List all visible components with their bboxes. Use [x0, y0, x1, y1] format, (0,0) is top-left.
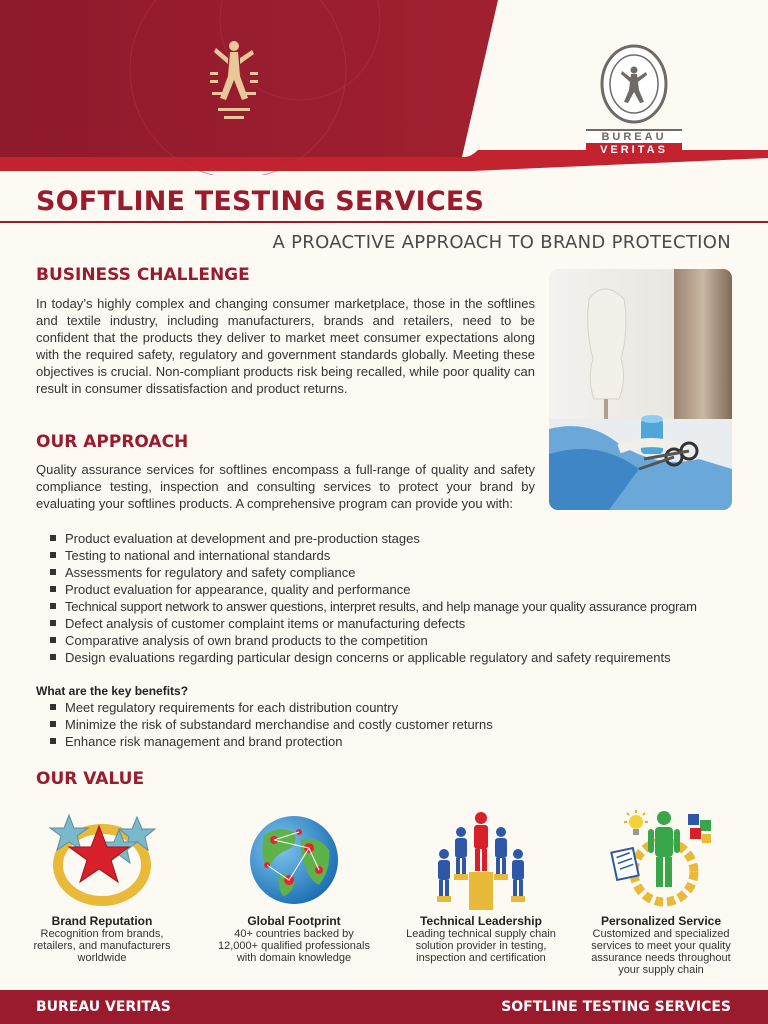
our-value-heading: OUR VALUE	[36, 769, 145, 789]
list-item: Meet regulatory requirements for each distribution country	[48, 699, 493, 716]
list-item: Comparative analysis of own brand products to the competition	[48, 632, 697, 649]
approach-intro: Quality assurance services for softlines encompass a full-range of quality and safety compliance testing, inspection and consulting services to protect your brand by evaluating your softlines products. A comprehensive program can provide you with:	[36, 462, 535, 511]
value-title: Global Footprint	[247, 914, 341, 928]
value-technical-leadership	[401, 810, 561, 964]
globe-icon	[239, 810, 349, 910]
mannequin-photo	[549, 269, 732, 510]
list-item: Assessments for regulatory and safety compliance	[48, 564, 697, 581]
list-item: Technical support network to answer questions, interpret results, and help manage your quality assurance program	[48, 598, 697, 615]
list-item: Defect analysis of customer complaint items or manufacturing defects	[48, 615, 697, 632]
value-title: Brand Reputation	[51, 914, 153, 928]
footer-brand: BUREAU VERITAS	[36, 999, 171, 1015]
page-subtitle: A PROACTIVE APPROACH TO BRAND PROTECTION	[272, 232, 731, 253]
value-title: Technical Leadership	[420, 914, 542, 928]
business-challenge-text: In today’s highly complex and changing consumer marketplace, those in the softlines and textile industry, including manufacturers, brands and retailers, need to be confident that the products they deliver to market meet consumer expectations along with the required safety, regulatory and government standards globally. Meeting these objectives is crucial. Non-compliant products risk being recalled, while poor quality can result in consumer dissatisfaction and product returns.	[36, 296, 535, 396]
footer-service: SOFTLINE TESTING SERVICES	[501, 999, 731, 1015]
value-desc: Recognition from brands, retailers, and manufacturers worldwide	[33, 928, 171, 964]
approach-list	[48, 530, 697, 666]
footer-bar	[0, 990, 768, 1024]
stars-icon	[47, 810, 157, 910]
value-desc: Customized and specialized services to meet your quality assurance needs throughout your supply chain	[591, 928, 731, 976]
value-brand-reputation	[22, 810, 182, 964]
logo-word-bureau: BUREAU	[586, 129, 682, 143]
emblem-icon	[204, 36, 264, 126]
person-gear-icon	[606, 810, 716, 910]
business-challenge-heading: BUSINESS CHALLENGE	[36, 265, 250, 285]
list-item: Design evaluations regarding particular design concerns or applicable regulatory and safety requirements	[48, 649, 697, 666]
page-title: SOFTLINE TESTING SERVICES	[36, 186, 485, 217]
bureau-veritas-logo	[586, 44, 682, 157]
seal-icon	[600, 44, 668, 124]
value-desc: Leading technical supply chain solution provider in testing, inspection and certification	[406, 928, 556, 964]
approach-heading: OUR APPROACH	[36, 432, 189, 452]
value-personalized-service	[581, 810, 741, 976]
list-item: Product evaluation for appearance, quality and performance	[48, 581, 697, 598]
list-item: Minimize the risk of substandard merchandise and costly customer returns	[48, 716, 493, 733]
value-global-footprint	[214, 810, 374, 964]
value-title: Personalized Service	[600, 914, 722, 928]
benefits-list	[48, 699, 493, 750]
list-item: Enhance risk management and brand protection	[48, 733, 493, 750]
podium-people-icon	[426, 810, 536, 910]
key-benefits-heading: What are the key benefits?	[36, 684, 189, 698]
list-item: Testing to national and international standards	[48, 547, 697, 564]
title-divider	[0, 221, 768, 223]
logo-word-veritas: VERITAS	[586, 143, 682, 157]
value-desc: 40+ countries backed by 12,000+ qualified professionals with domain knowledge	[218, 928, 370, 964]
list-item: Product evaluation at development and pre-production stages	[48, 530, 697, 547]
